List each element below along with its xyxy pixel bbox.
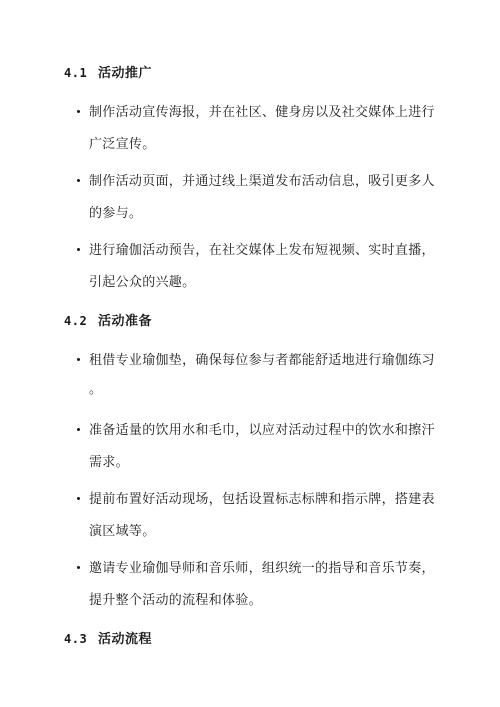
list-item-line: 制作活动页面，并通过线上渠道发布活动信息，吸引更多人 <box>89 174 435 189</box>
section-number: 4.1 <box>64 66 88 80</box>
section-number: 4.2 <box>64 314 88 328</box>
list-item-line: 邀请专业瑜伽导师和音乐师，组织统一的指导和音乐节奏， <box>89 561 435 576</box>
section-heading-4-2 <box>64 310 152 329</box>
list-item-line: 。 <box>89 382 103 397</box>
section-number: 4.3 <box>64 632 88 646</box>
bullet-icon <box>77 358 80 361</box>
bullet-icon <box>77 566 80 569</box>
section-title: 活动流程 <box>98 632 153 647</box>
list-item-line: 租借专业瑜伽垫，确保每位参与者都能舒适地进行瑜伽练习 <box>89 353 435 368</box>
list-item-line: 准备适量的饮用水和毛巾，以应对活动过程中的饮水和擦汗 <box>89 423 435 438</box>
list-item-line: 广泛宣传。 <box>89 137 156 152</box>
list-item-line: 进行瑜伽活动预告，在社交媒体上发布短视频、实时直播， <box>89 243 435 258</box>
list-item-line: 演区域等。 <box>89 524 156 539</box>
section-title: 活动准备 <box>98 314 153 329</box>
section-heading-4-1 <box>64 62 152 81</box>
bullet-icon <box>77 428 80 431</box>
section-heading-4-3 <box>64 628 152 647</box>
list-item-line: 提前布置好活动现场，包括设置标志标牌和指示牌，搭建表 <box>89 492 435 507</box>
section-title: 活动推广 <box>98 66 153 81</box>
list-item-line: 制作活动宣传海报，并在社区、健身房以及社交媒体上进行 <box>89 105 435 120</box>
bullet-icon <box>77 110 80 113</box>
list-item-line: 需求。 <box>89 455 129 470</box>
list-item-line: 引起公众的兴趣。 <box>89 275 196 290</box>
list-item-line: 提升整个活动的流程和体验。 <box>89 593 262 608</box>
bullet-icon <box>77 497 80 500</box>
bullet-icon <box>77 179 80 182</box>
list-item-line: 的参与。 <box>89 206 143 221</box>
bullet-icon <box>77 248 80 251</box>
